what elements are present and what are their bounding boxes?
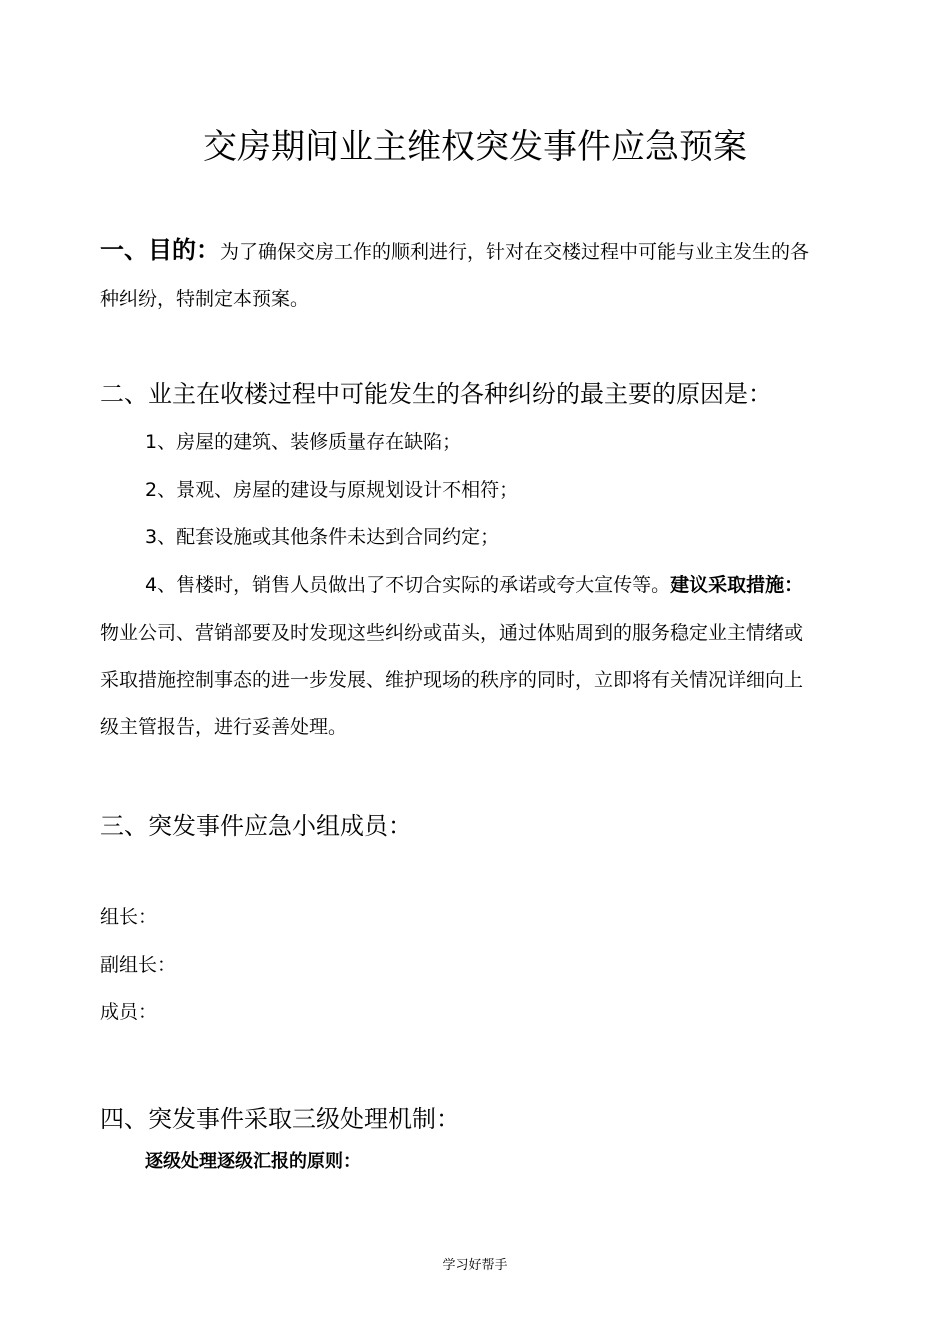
section-2-item-2: 2、景观、房屋的建设与原规划设计不相符； <box>145 479 519 501</box>
document-title: 交房期间业主维权突发事件应急预案 <box>203 127 747 167</box>
team-deputy-label: 副组长： <box>100 954 177 976</box>
page-footer: 学习好帮手 <box>442 1258 508 1273</box>
section-4-heading: 四、突发事件采取三级处理机制： <box>100 1105 460 1133</box>
section-4-subheading: 逐级处理逐级汇报的原则： <box>145 1151 361 1172</box>
measures-line-2: 采取措施控制事态的进一步发展、维护现场的秩序的同时，立即将有关情况详细向上 <box>100 669 804 691</box>
measures-label: 建议采取措施： <box>670 574 804 596</box>
section-1-line-1 <box>100 234 809 266</box>
section-2-heading: 二、业主在收楼过程中可能发生的各种纠纷的最主要的原因是： <box>100 380 772 408</box>
section-3-heading: 三、突发事件应急小组成员： <box>100 812 412 840</box>
measures-line-3: 级主管报告，进行妥善处理。 <box>100 716 348 738</box>
team-members-label: 成员： <box>100 1001 158 1023</box>
section-2-item-3: 3、配套设施或其他条件未达到合同约定； <box>145 526 500 548</box>
section-1-text-line-1: 为了确保交房工作的顺利进行，针对在交楼过程中可能与业主发生的各 <box>220 241 810 263</box>
measures-line-1: 物业公司、营销部要及时发现这些纠纷或苗头，通过体贴周到的服务稳定业主情绪或 <box>100 622 804 644</box>
section-1-heading: 一、目的： <box>100 236 220 264</box>
section-2-item-4-line <box>145 572 803 598</box>
team-leader-label: 组长： <box>100 906 158 928</box>
section-1-text-line-2: 种纠纷，特制定本预案。 <box>100 288 310 310</box>
section-2-item-4: 4、售楼时，销售人员做出了不切合实际的承诺或夸大宣传等。 <box>145 574 671 596</box>
section-2-item-1: 1、房屋的建筑、装修质量存在缺陷； <box>145 431 462 453</box>
